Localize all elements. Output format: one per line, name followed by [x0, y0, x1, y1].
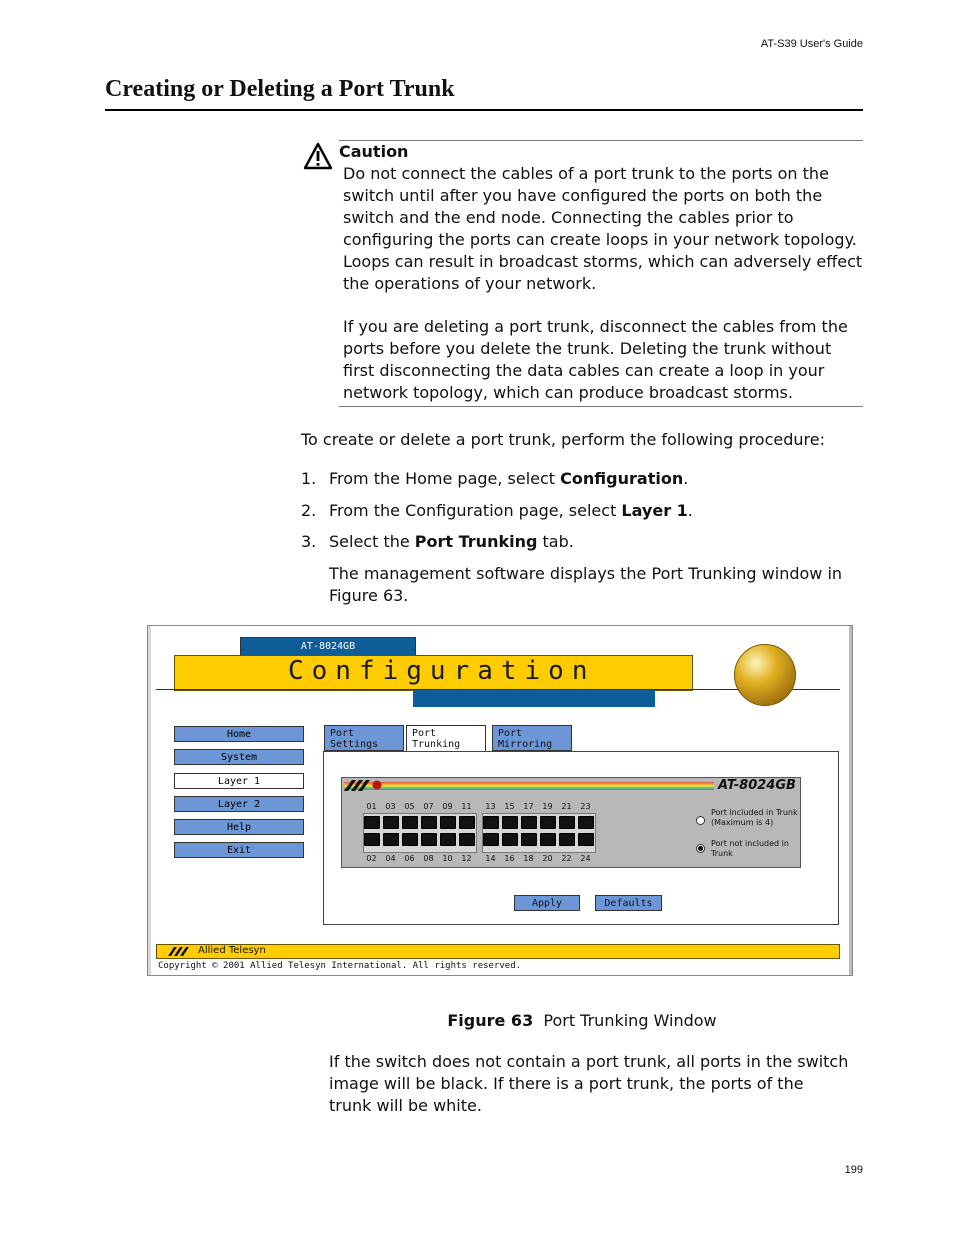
step-text: tab.: [537, 532, 574, 551]
step-bold: Port Trunking: [414, 532, 538, 551]
switch-port[interactable]: [402, 833, 418, 846]
switch-port[interactable]: [459, 816, 475, 829]
nav-help-button[interactable]: Help: [174, 819, 304, 835]
switch-port[interactable]: [421, 816, 437, 829]
figure-label: Figure 63: [447, 1011, 534, 1030]
switch-port[interactable]: [440, 833, 456, 846]
closing-paragraph: If the switch does not contain a port trunk, all ports in the switch image will be black. If there is a port trunk, the ports of the trunk will be white.: [329, 1052, 849, 1115]
port-number: 15: [504, 802, 515, 811]
switch-port[interactable]: [559, 833, 575, 846]
legend-included-label: Port included in Trunk (Maximum is 4): [711, 808, 798, 827]
globe-icon: [734, 644, 796, 706]
port-number: 03: [385, 802, 396, 811]
legend-not-included-label: Port not included in Trunk: [711, 839, 789, 858]
window-edge: [849, 626, 852, 975]
port-number: 21: [561, 802, 572, 811]
port-number: 20: [542, 854, 553, 863]
switch-port[interactable]: [540, 816, 556, 829]
port-number: 05: [404, 802, 415, 811]
switch-port[interactable]: [502, 833, 518, 846]
switch-port[interactable]: [364, 833, 380, 846]
port-number: 02: [366, 854, 377, 863]
procedure-step: [301, 501, 693, 520]
switch-port[interactable]: [483, 816, 499, 829]
radio-port-included[interactable]: [696, 816, 705, 825]
port-number: 14: [485, 854, 496, 863]
warning-triangle-icon: [303, 142, 333, 170]
page-number: 199: [844, 1164, 863, 1176]
port-number: 23: [580, 802, 591, 811]
title-rule: [105, 109, 863, 111]
allied-telesyn-logo-icon: [344, 779, 384, 792]
tab-label: Port: [412, 728, 437, 739]
footer-logo-text: Allied Telesyn: [198, 945, 266, 956]
port-trunking-window-screenshot: [147, 625, 853, 976]
port-number: 19: [542, 802, 553, 811]
tab-port-trunking[interactable]: [406, 725, 486, 751]
step-text: From the Configuration page, select: [329, 501, 622, 520]
step-number: 2.: [301, 501, 317, 520]
port-number: 06: [404, 854, 415, 863]
nav-exit-button[interactable]: Exit: [174, 842, 304, 858]
step-bold: Layer 1: [621, 501, 688, 520]
tab-label: Mirroring: [498, 739, 553, 750]
tab-label: Settings: [330, 739, 379, 750]
tab-port-mirroring[interactable]: [492, 725, 572, 751]
allied-telesyn-logo-icon: [168, 947, 194, 956]
guide-title: AT-S39 User's Guide: [760, 38, 863, 50]
port-number: 11: [461, 802, 472, 811]
switch-port[interactable]: [502, 816, 518, 829]
banner-blue-bar: [413, 690, 655, 707]
model-tab: AT-8024GB: [240, 637, 416, 656]
nav-system-button[interactable]: System: [174, 749, 304, 765]
port-number: 10: [442, 854, 453, 863]
port-number: 01: [366, 802, 377, 811]
nav-home-button[interactable]: Home: [174, 726, 304, 742]
window-edge: [148, 626, 151, 975]
port-number: 08: [423, 854, 434, 863]
copyright-text: Copyright © 2001 Allied Telesyn International. All rights reserved.: [158, 961, 522, 971]
figure-caption: [300, 1011, 864, 1030]
procedure-intro: To create or delete a port trunk, perform the following procedure:: [301, 430, 825, 449]
caution-paragraph: If you are deleting a port trunk, disconnect the cables from the ports before you delete the trunk. Deleting the trunk without first disconnecting the data cables can create a loop in your network topology, which can produce broadcast storms.: [343, 317, 848, 402]
step-text: Select the: [329, 532, 415, 551]
port-number: 09: [442, 802, 453, 811]
step-text: From the Home page, select: [329, 469, 561, 488]
switch-port[interactable]: [483, 833, 499, 846]
caution-paragraph: Do not connect the cables of a port trunk to the ports on the switch until after you have configured the ports on both the switch and the end node. Connecting the cables prior to configuring the ports can create loops in your network topology. Loops can result in broadcast storms, which can adversely effect the operations of your network.: [343, 164, 863, 293]
step-number: 1.: [301, 469, 317, 488]
step-text: .: [687, 501, 693, 520]
tab-label: Port: [498, 728, 523, 739]
switch-port[interactable]: [364, 816, 380, 829]
defaults-button[interactable]: Defaults: [595, 895, 662, 911]
step-number: 3.: [301, 532, 317, 551]
switch-port[interactable]: [521, 833, 537, 846]
port-number: 16: [504, 854, 515, 863]
step-text: .: [683, 469, 689, 488]
port-number: 12: [461, 854, 472, 863]
configuration-title: Configuration: [288, 656, 596, 686]
switch-port[interactable]: [521, 816, 537, 829]
switch-model-label: AT-8024GB: [718, 778, 796, 793]
switch-port[interactable]: [578, 833, 594, 846]
port-number: 18: [523, 854, 534, 863]
nav-layer2-button[interactable]: Layer 2: [174, 796, 304, 812]
port-number: 22: [561, 854, 572, 863]
switch-port[interactable]: [459, 833, 475, 846]
switch-port[interactable]: [578, 816, 594, 829]
switch-port[interactable]: [421, 833, 437, 846]
switch-port[interactable]: [383, 833, 399, 846]
switch-port[interactable]: [402, 816, 418, 829]
switch-port[interactable]: [540, 833, 556, 846]
caution-title: Caution: [339, 142, 409, 161]
switch-port[interactable]: [383, 816, 399, 829]
port-number: 17: [523, 802, 534, 811]
tab-label: Port: [330, 728, 355, 739]
procedure-step: [301, 532, 574, 551]
radio-port-not-included[interactable]: [696, 844, 705, 853]
port-number: 07: [423, 802, 434, 811]
tab-label: Trunking: [412, 739, 461, 750]
nav-layer1-button[interactable]: Layer 1: [174, 773, 304, 789]
port-number: 04: [385, 854, 396, 863]
procedure-result: The management software displays the Port Trunking window in Figure 63.: [329, 564, 843, 605]
figure-title: Port Trunking Window: [543, 1011, 717, 1030]
apply-button[interactable]: Apply: [514, 895, 580, 911]
port-number: 13: [485, 802, 496, 811]
port-number: 24: [580, 854, 591, 863]
switch-port[interactable]: [559, 816, 575, 829]
section-title: Creating or Deleting a Port Trunk: [105, 76, 455, 102]
switch-port[interactable]: [440, 816, 456, 829]
step-bold: Configuration: [560, 469, 684, 488]
tab-port-settings[interactable]: [324, 725, 404, 751]
switch-color-stripe: [344, 782, 714, 790]
caution-bottom-rule: [339, 406, 863, 407]
caution-top-rule: [339, 140, 863, 141]
procedure-step: [301, 469, 688, 488]
